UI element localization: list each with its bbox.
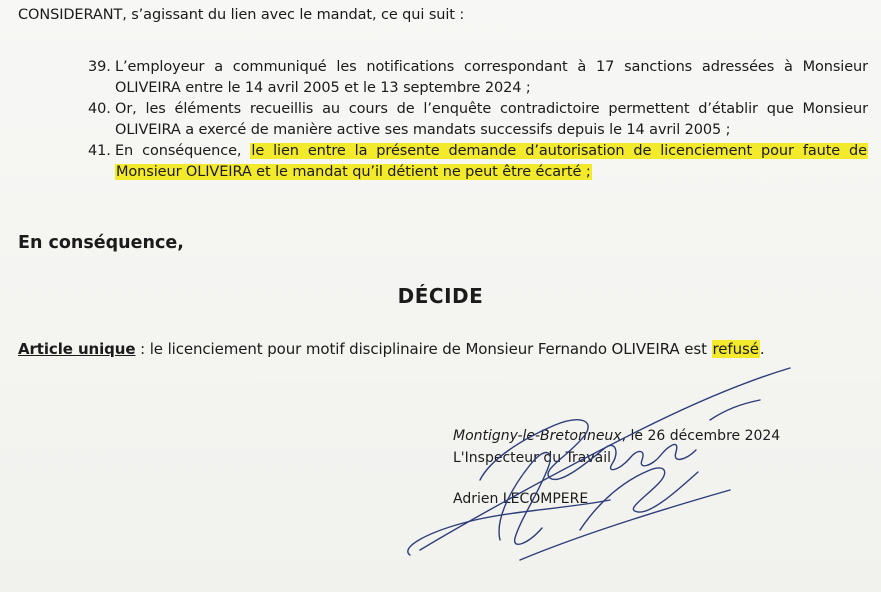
article-label: Article unique: [18, 340, 136, 358]
considerant-heading: CONSIDERANT, s’agissant du lien avec le mandat, ce qui suit :: [18, 7, 465, 23]
point-number: 39.: [88, 59, 111, 75]
signature-place: Montigny-le-Bretonneux: [453, 428, 622, 444]
point-text: [115, 141, 868, 183]
article-text: : le licenciement pour motif disciplinaire de Monsieur Fernando OLIVEIRA est: [135, 340, 712, 358]
point-number: 41.: [88, 143, 111, 159]
point-41: [88, 141, 868, 183]
signatory-role: L'Inspecteur du Travail: [453, 450, 612, 466]
point-text: [115, 57, 868, 99]
point-text: [115, 99, 868, 141]
point-39: [88, 57, 868, 99]
place-date-line: [453, 425, 780, 447]
point-text-body: Or, les éléments recueillis au cours de l’enquête contradictoire permettent d’établir que Monsieur OLIVEIRA a exercé de manière active ses mandats successifs depuis le 14 avril 2005 ;: [115, 101, 868, 138]
highlighted-decision: refusé: [712, 340, 759, 358]
signature-block: [453, 425, 780, 510]
signature-date: , le 26 décembre 2024: [621, 428, 781, 444]
article-end: .: [759, 340, 765, 358]
point-text-body: L’employeur a communiqué les notifications correspondant à 17 sanctions adressées à Monsieur OLIVEIRA entre le 14 avril 2005 et le 13 septembre 2024 ;: [115, 59, 868, 96]
highlighted-text: le lien entre la présente demande d’autorisation de licenciement pour faute de Monsieur OLIVEIRA et le mandat qu’il détient ne peut être écarté ;: [116, 143, 867, 180]
considerant-list: [88, 57, 868, 183]
point-40: [88, 99, 868, 141]
point-number: 40.: [88, 101, 111, 117]
article-unique: [18, 340, 765, 358]
signatory-name: Adrien LECOMPERE: [453, 491, 589, 507]
point-text-body: En conséquence,: [115, 143, 251, 159]
decision-title: DÉCIDE: [397, 284, 484, 308]
conclusion-heading: En conséquence,: [18, 233, 184, 253]
